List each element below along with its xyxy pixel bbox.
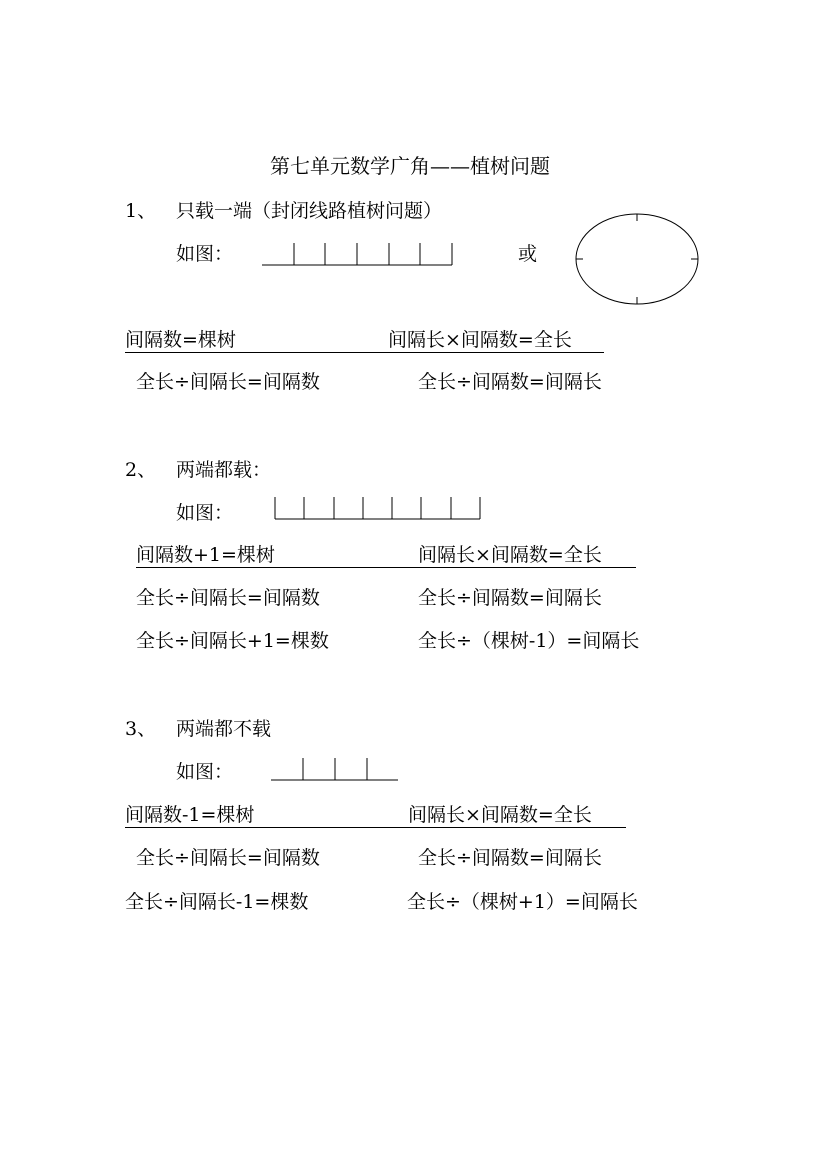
formula-2-3b: 全长÷（棵树-1）=间隔长 (418, 630, 640, 652)
section-3-heading: 两端都不载 (176, 718, 272, 740)
section-2-line-diagram (275, 497, 485, 521)
formula-1-1b: 间隔长×间隔数=全长 (350, 331, 604, 353)
section-1-number: 1、 (125, 200, 157, 222)
formula-2-2b: 全长÷间隔数=间隔长 (418, 587, 602, 609)
page-title: 第七单元数学广角——植树问题 (270, 154, 550, 178)
formula-3-1a: 间隔数-1=棵树 (125, 806, 370, 828)
formula-2-1b: 间隔长×间隔数=全长 (370, 546, 636, 568)
formula-2-3a: 全长÷间隔长+1=棵数 (136, 630, 329, 652)
formula-1-2b: 全长÷间隔数=间隔长 (418, 371, 602, 393)
section-1-line-diagram (262, 243, 457, 267)
section-2-figure-label: 如图： (176, 502, 234, 524)
formula-1-1a: 间隔数=棵树 (125, 331, 350, 353)
formula-1-2a: 全长÷间隔长=间隔数 (136, 371, 320, 393)
formula-3-2a: 全长÷间隔长=间隔数 (136, 847, 320, 869)
section-2-number: 2、 (125, 459, 157, 481)
formula-2-1a: 间隔数+1=棵树 (136, 546, 370, 568)
formula-3-3a: 全长÷间隔长-1=棵数 (125, 891, 309, 913)
formula-3-3b: 全长÷（棵树+1）=间隔长 (407, 891, 638, 913)
section-2-heading: 两端都载： (176, 459, 272, 481)
section-3-number: 3、 (125, 718, 157, 740)
formula-3-2b: 全长÷间隔数=间隔长 (418, 847, 602, 869)
section-3-line-diagram (271, 758, 401, 782)
formula-2-2a: 全长÷间隔长=间隔数 (136, 587, 320, 609)
section-1-heading: 只载一端（封闭线路植树问题） (176, 200, 443, 222)
section-3-figure-label: 如图： (176, 761, 234, 783)
formula-3-1b: 间隔长×间隔数=全长 (370, 806, 626, 828)
or-label: 或 (518, 243, 538, 265)
section-1-circle-diagram (570, 208, 702, 308)
section-1-figure-label: 如图： (176, 243, 234, 265)
